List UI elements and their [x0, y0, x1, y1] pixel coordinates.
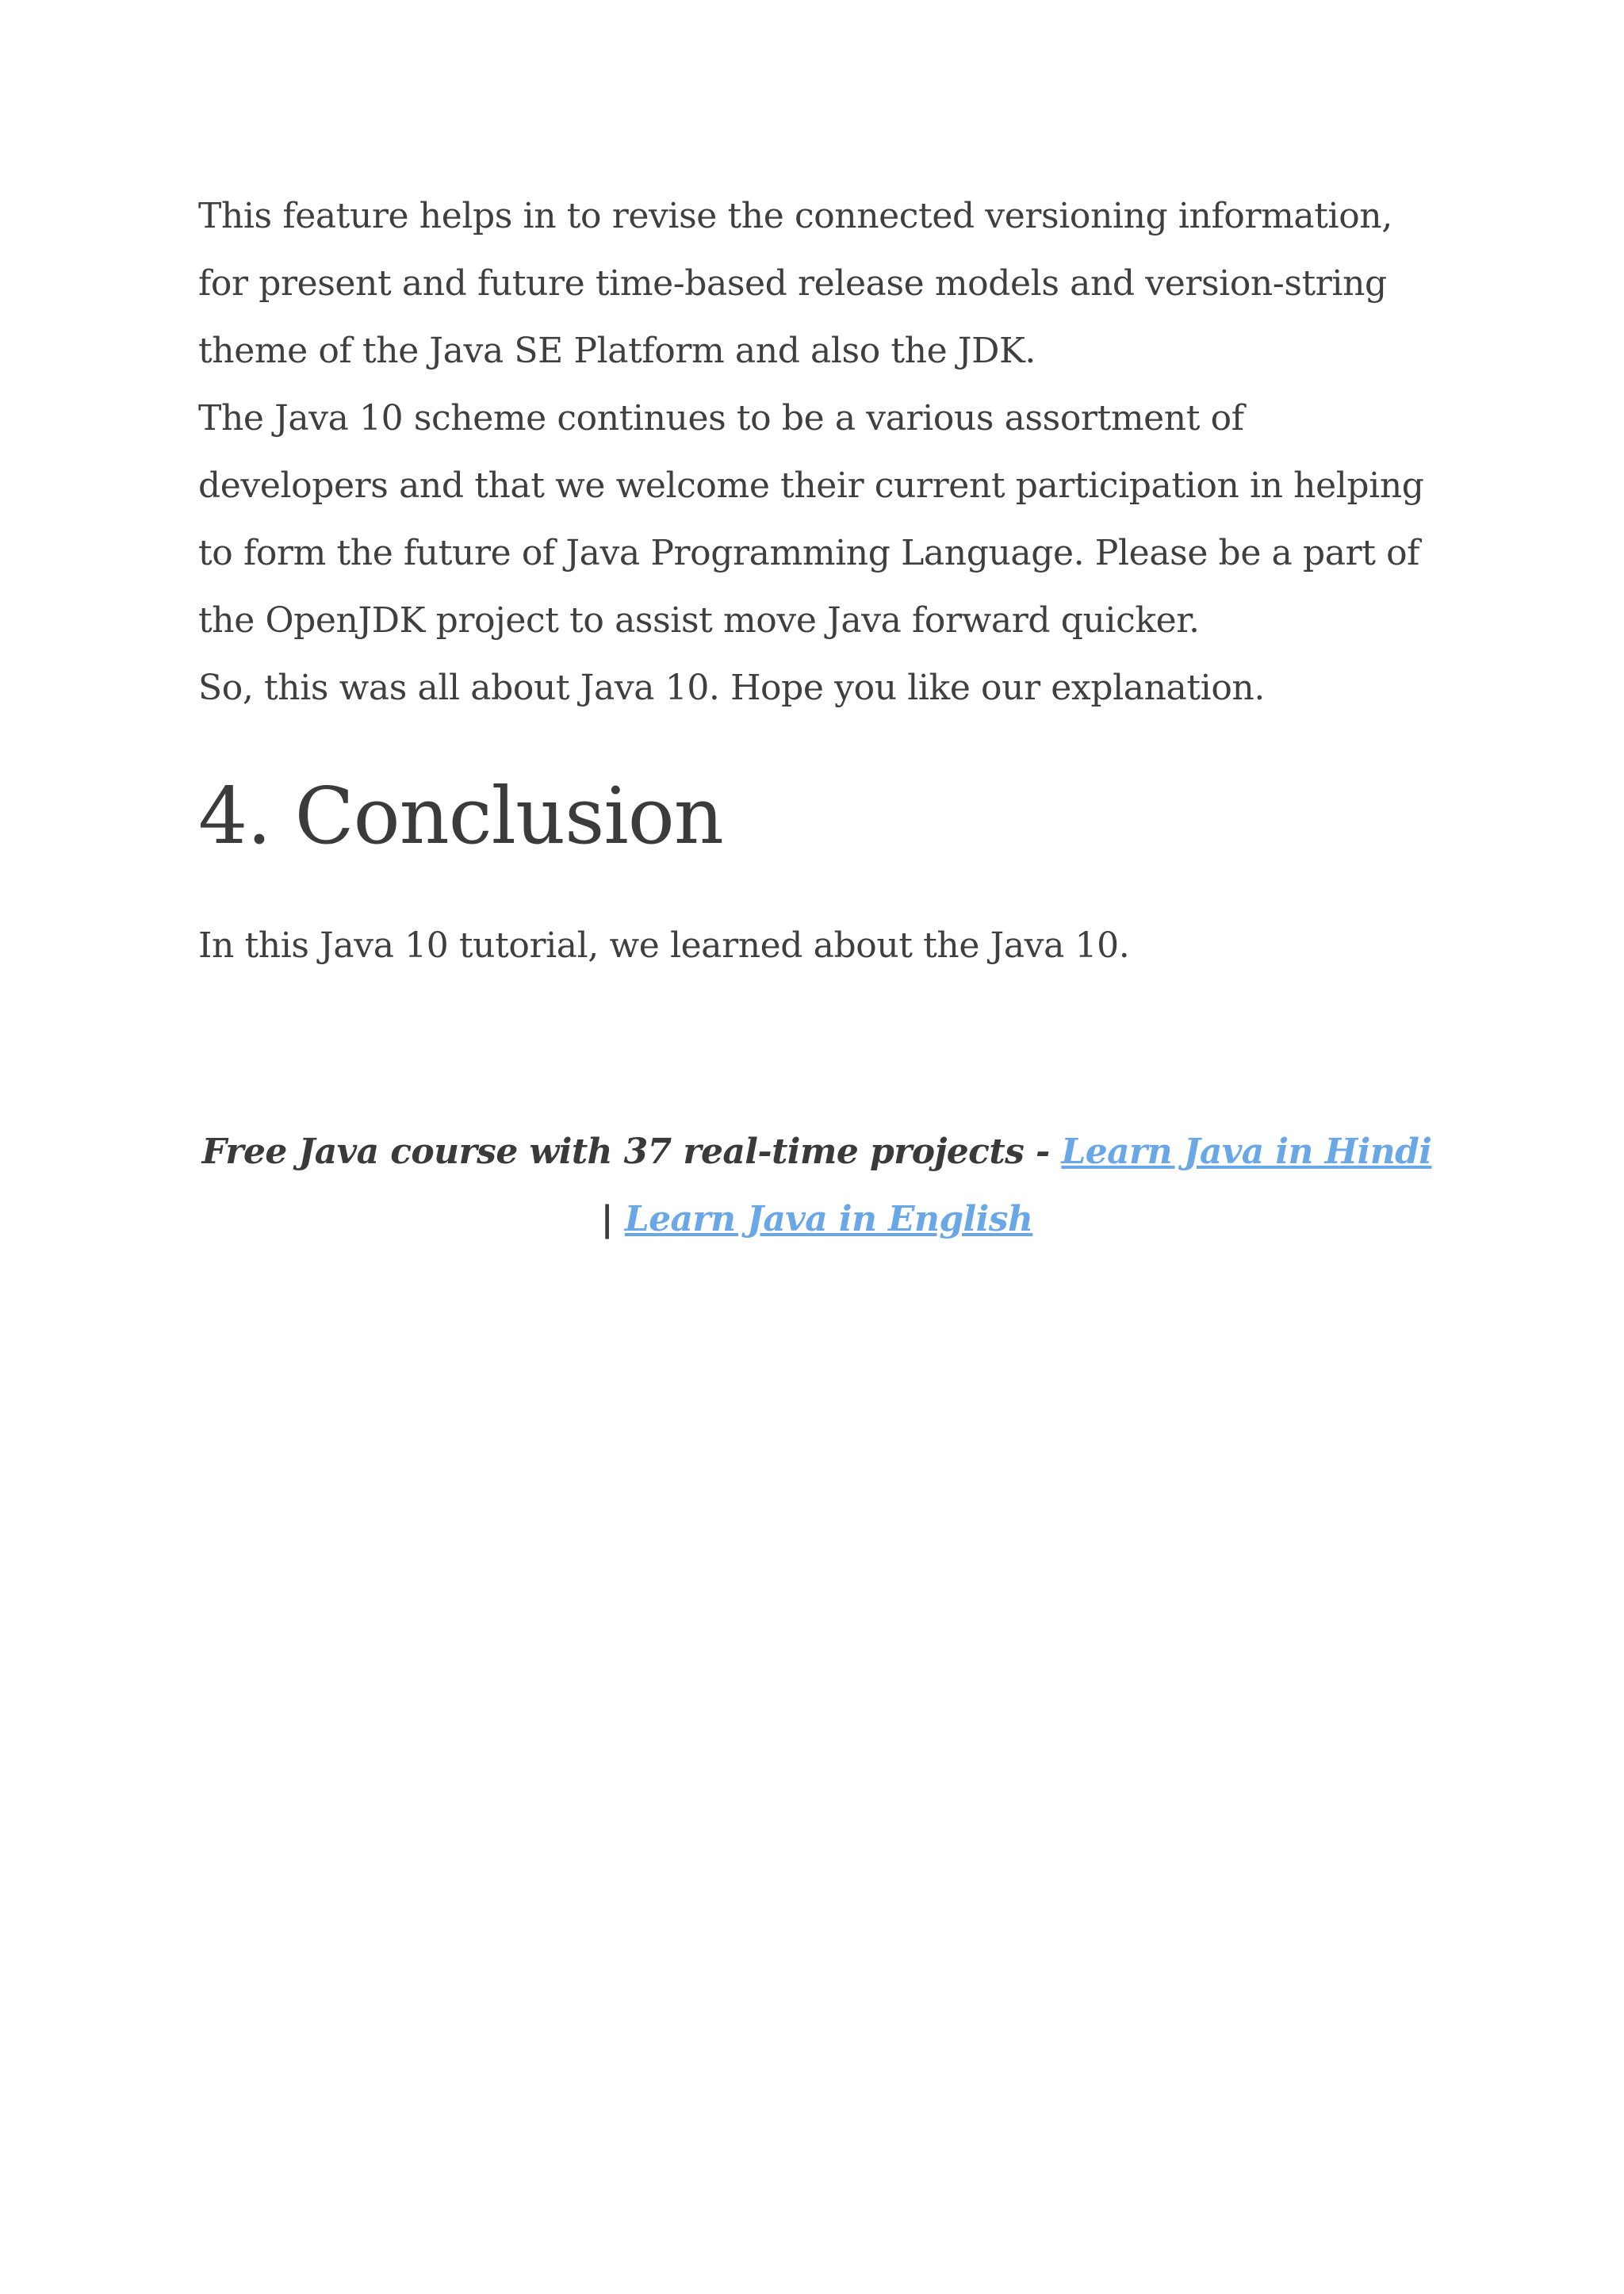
paragraph-versioning: This feature helps in to revise the connected versioning information, for present and future time-based release models and version-string theme of the Java SE Platform and also the JDK.	[198, 196, 1392, 371]
course-promo	[198, 1118, 1435, 1253]
paragraph-summary: So, this was all about Java 10. Hope you like our explanation.	[198, 668, 1265, 708]
conclusion-paragraph: In this Java 10 tutorial, we learned about the Java 10.	[198, 925, 1130, 966]
promo-text: Free Java course with 37 real-time projects -	[201, 1132, 1062, 1172]
learn-java-hindi-link[interactable]: Learn Java in Hindi	[1061, 1132, 1432, 1172]
paragraph-java10-scheme: The Java 10 scheme continues to be a various assortment of developers and that we welcome their current participation in helping to form the future of Java Programming Language. Please be a part of the OpenJDK project to assist move Java forward quicker.	[198, 398, 1424, 641]
document-page	[198, 182, 1435, 979]
link-separator: |	[600, 1199, 625, 1239]
learn-java-english-link[interactable]: Learn Java in English	[624, 1199, 1033, 1239]
conclusion-heading: 4. Conclusion	[198, 772, 723, 862]
